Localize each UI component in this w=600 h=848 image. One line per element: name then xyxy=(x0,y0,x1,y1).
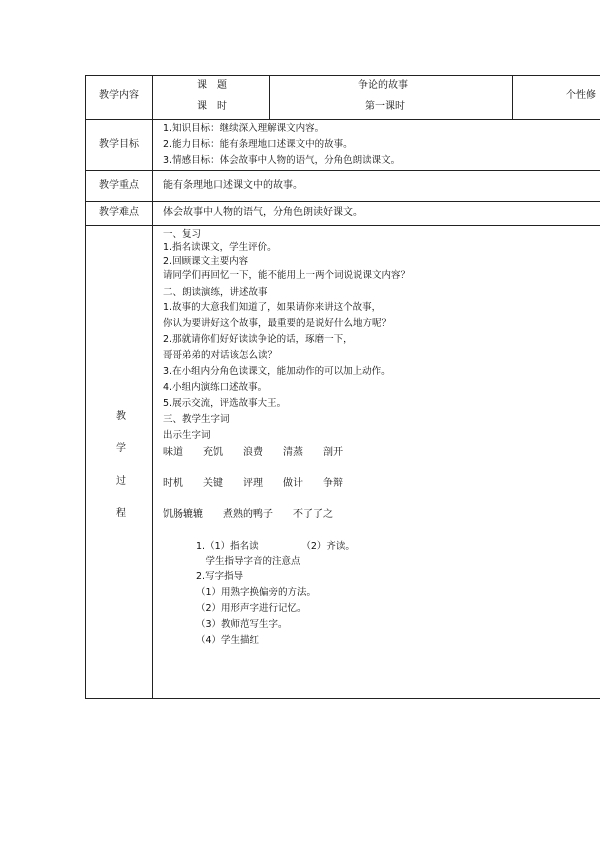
process-line: 请同学们再回忆一下，能不能用上一两个词说说课文内容？ xyxy=(163,270,411,281)
process-line: 三、教学生字词 xyxy=(163,414,230,425)
process-sub-line: （2）用形声字进行记忆。 xyxy=(196,603,307,614)
topic-value: 争论的故事 xyxy=(358,80,408,91)
vocab-word: 做计 xyxy=(283,478,303,489)
process-label-char: 教 xyxy=(116,411,126,422)
process-line: 你认为要讲好这个故事，最重要的是说好什么地方呢？ xyxy=(163,318,392,329)
process-line: 出示生字词 xyxy=(163,430,211,441)
process-sub-line: （4）学生描红 xyxy=(196,635,260,646)
vocab-word: 不了了之 xyxy=(293,509,333,520)
process-line: 4.小组内演练口述故事。 xyxy=(163,382,268,393)
personal-label: 个性修 xyxy=(566,90,596,101)
process-sub-line: （1）用熟字换偏旁的方法。 xyxy=(196,587,317,598)
process-line: 1.指名读课文，学生评价。 xyxy=(163,242,277,253)
process-line: 哥哥弟弟的对话该怎么读？ xyxy=(163,350,278,361)
objectives-label: 教学目标 xyxy=(99,139,139,150)
process-label-char: 过 xyxy=(116,476,126,487)
key-point-text: 能有条理地口述课文中的故事。 xyxy=(163,180,303,191)
process-label-char: 学 xyxy=(116,443,126,454)
row-divider xyxy=(85,170,600,171)
vocab-word: 时机 xyxy=(163,478,183,489)
process-line: 1.故事的大意我们知道了，如果请你来讲这个故事， xyxy=(163,302,382,313)
objective-item: 1.知识目标：继续深入理解课文内容。 xyxy=(163,123,325,134)
vocab-word: 剖开 xyxy=(323,447,343,458)
word-row xyxy=(163,447,363,459)
row-divider xyxy=(85,119,600,120)
vocab-word: 评理 xyxy=(243,478,263,489)
process-label-char: 程 xyxy=(116,508,126,519)
table-border-bottom xyxy=(85,698,600,699)
difficulty-text: 体会故事中人物的语气，分角色朗读好课文。 xyxy=(163,207,363,218)
vocab-word: 争辩 xyxy=(323,478,343,489)
key-point-label: 教学重点 xyxy=(99,180,139,191)
process-sub-line: （3）教师范写生字。 xyxy=(196,619,288,630)
row-divider xyxy=(85,201,600,202)
vocab-word: 清蒸 xyxy=(283,447,303,458)
vocab-word: 浪费 xyxy=(243,447,263,458)
row-divider xyxy=(85,225,600,226)
process-sub-line: 学生指导字音的注意点 xyxy=(196,556,301,567)
word-row xyxy=(163,509,353,521)
process-line: 一、复习 xyxy=(163,229,202,240)
vocab-word: 饥肠辘辘 xyxy=(163,509,203,520)
process-line: 5.展示交流，评选故事大王。 xyxy=(163,398,287,409)
content-label: 教学内容 xyxy=(99,90,139,101)
vocab-word: 关键 xyxy=(203,478,223,489)
process-line: 二、朗读演练，讲述故事 xyxy=(163,287,268,298)
objective-item: 3.情感目标：体会故事中人物的语气，分角色朗读课文。 xyxy=(163,155,401,166)
process-sub-line: 2.写字指导 xyxy=(196,571,244,582)
process-line: 3.在小组内分角色读课文，能加动作的可以加上动作。 xyxy=(163,366,391,377)
difficulty-label: 教学难点 xyxy=(99,207,139,218)
vocab-word: 煮熟的鸭子 xyxy=(223,509,273,520)
process-line: 2.那就请你们好好读读争论的话，琢磨一下， xyxy=(163,334,353,345)
period-label: 课 时 xyxy=(197,101,227,112)
vocab-word: 味道 xyxy=(163,447,183,458)
process-line: 2.回顾课文主要内容 xyxy=(163,256,249,267)
header-column-divider xyxy=(269,75,270,119)
objective-item: 2.能力目标：能有条理地口述课文中的故事。 xyxy=(163,139,353,150)
process-sub-line: 1.（1）指名读 （2）齐读。 xyxy=(196,541,355,552)
label-column-divider xyxy=(152,75,153,699)
table-border-left xyxy=(85,75,86,699)
vocab-word: 充饥 xyxy=(203,447,223,458)
table-border-top xyxy=(85,75,600,76)
header-column-divider xyxy=(512,75,513,119)
topic-label: 课 题 xyxy=(197,80,227,91)
period-value: 第一课时 xyxy=(365,101,405,112)
word-row xyxy=(163,478,363,490)
